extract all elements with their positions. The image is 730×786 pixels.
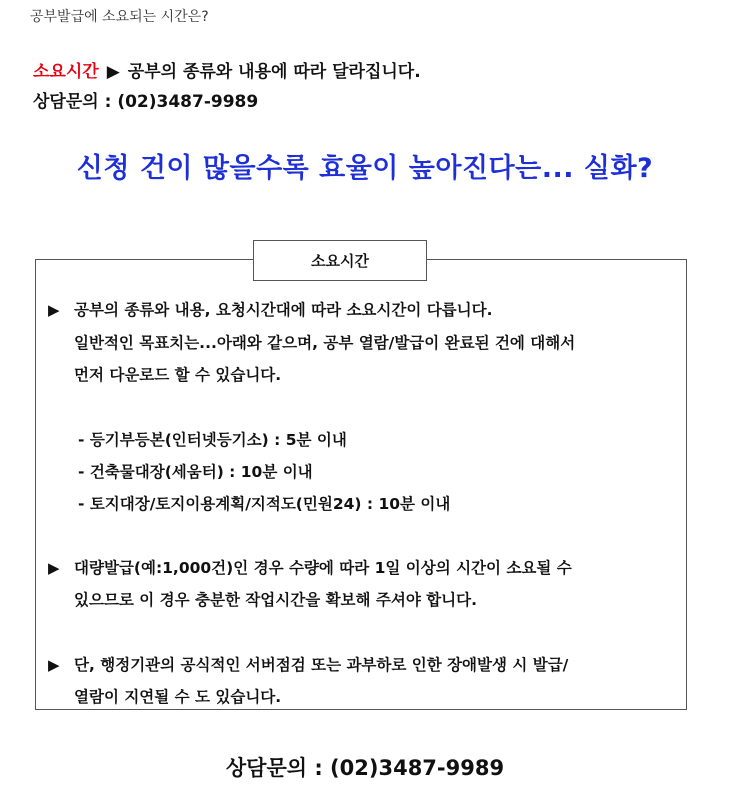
summary-text: 공부의 종류와 내용에 따라 달라집니다. [127,62,421,82]
list-item: - 건축물대장(세움터) : 10분 이내 [78,462,313,481]
duration-label: 소요시간 [33,62,99,82]
paragraph-line: 먼저 다운로드 할 수 있습니다. [74,366,282,384]
paragraph-line: 열람이 지연될 수 도 있습니다. [74,688,282,706]
bullet-arrow-icon: ▶ [48,558,60,577]
paragraph-2 [48,552,684,617]
list-item: - 토지대장/토지이용계획/지적도(민원24) : 10분 이내 [78,494,451,513]
info-box-content [48,294,684,714]
paragraph-line: 있으므로 이 경우 충분한 작업시간을 확보해 주셔야 합니다. [74,591,478,609]
headline: 신청 건이 많을수록 효율이 높아진다는... 실화? [76,153,654,184]
paragraph-line: 공부의 종류와 내용, 요청시간대에 따라 소요시간이 다릅니다. [74,301,493,319]
paragraph-3 [48,649,684,714]
duration-list [74,424,684,520]
footer-contact: 상담문의 : (02)3487-9989 [225,756,505,780]
paragraph-line: 일반적인 목표치는...아래와 같으며, 공부 열람/발급이 완료된 건에 대해서 [74,333,576,352]
summary-block [33,57,421,117]
paragraph-1 [48,294,684,392]
list-item: - 등기부등본(인터넷등기소) : 5분 이내 [78,430,347,449]
arrow-icon: ▶ [106,62,120,82]
question-title: 공부발급에 소요되는 시간은? [30,9,209,25]
summary-line [33,57,421,87]
bullet-arrow-icon: ▶ [48,301,60,319]
paragraph-line: 대량발급(예:1,000건)인 경우 수량에 따라 1일 이상의 시간이 소요될 수 [74,558,572,577]
bullet-arrow-icon: ▶ [48,655,60,674]
info-box-tab: 소요시간 [253,240,427,281]
paragraph-line: 단, 행정기관의 공식적인 서버점검 또는 과부하로 인한 장애발생 시 발급/ [74,655,569,674]
summary-contact: 상담문의 : (02)3487-9989 [33,92,259,112]
